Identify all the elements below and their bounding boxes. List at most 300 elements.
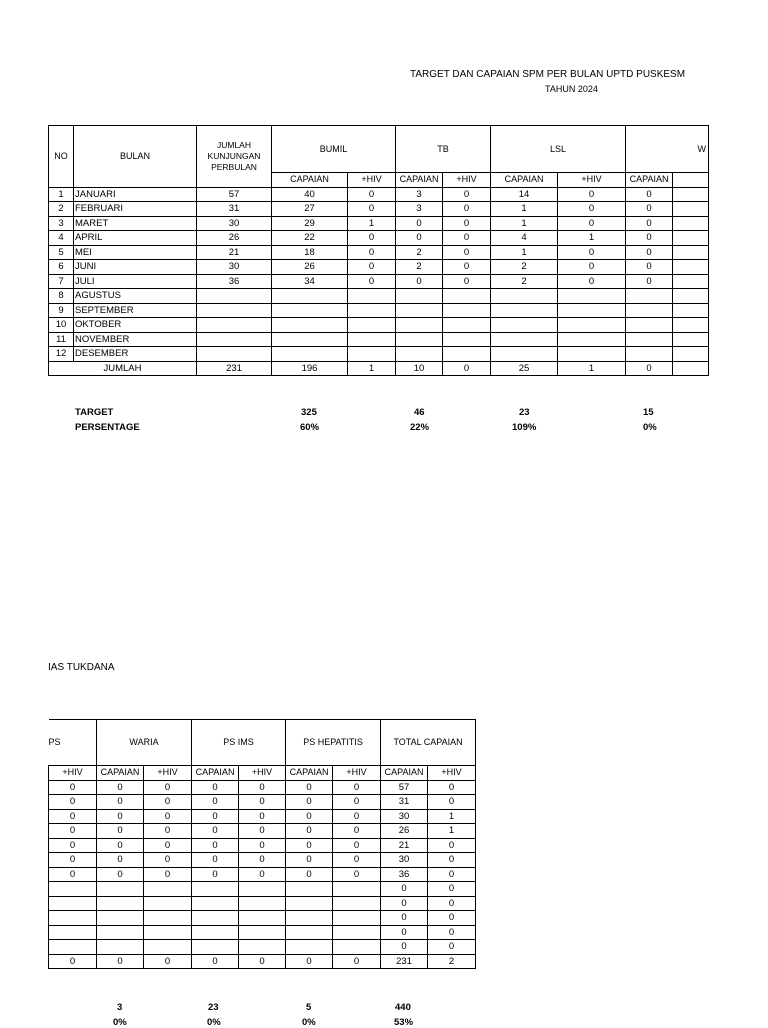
row-bumil-capaian: 34 xyxy=(272,274,348,289)
row-hepatitis-hiv: 0 xyxy=(333,824,381,839)
row-bulan: SEPTEMBER xyxy=(74,303,197,318)
col-header-ps-hepatitis: PS HEPATITIS xyxy=(286,720,381,766)
row-bumil-hiv xyxy=(348,318,396,333)
table-row xyxy=(49,303,709,318)
waria-persentage: 0% xyxy=(113,1017,127,1028)
row-total-hiv: 0 xyxy=(428,940,476,955)
row-lsl-hiv xyxy=(558,289,626,304)
total-tb-capaian: 10 xyxy=(396,361,443,376)
row-kunjungan: 31 xyxy=(197,202,272,217)
row-no: 5 xyxy=(49,245,74,260)
row-hepatitis-hiv: 0 xyxy=(333,795,381,810)
row-wps-hiv: 0 xyxy=(49,809,97,824)
row-lsl-hiv xyxy=(558,332,626,347)
row-no: 8 xyxy=(49,289,74,304)
col-header-tb: TB xyxy=(396,126,491,173)
row-hepatitis-hiv xyxy=(333,882,381,897)
total-hepatitis-hiv: 0 xyxy=(333,954,381,969)
row-lsl-hiv: 0 xyxy=(558,260,626,275)
row-ims-hiv xyxy=(239,940,286,955)
row-wps-capaian: 0 xyxy=(626,216,673,231)
row-tb-hiv xyxy=(443,289,491,304)
subheader-wps-hiv xyxy=(673,173,709,188)
subheader-wps-capaian: CAPAIAN xyxy=(626,173,673,188)
row-hepatitis-hiv xyxy=(333,896,381,911)
table-row xyxy=(49,853,476,868)
tb-persentage: 22% xyxy=(410,422,430,433)
total-hepatitis-capaian: 0 xyxy=(286,954,333,969)
row-wps-hiv: 0 xyxy=(49,824,97,839)
subheader-waria-hiv: +HIV xyxy=(144,766,192,781)
row-total-hiv: 0 xyxy=(428,780,476,795)
row-bumil-capaian xyxy=(272,318,348,333)
table-row xyxy=(49,795,476,810)
row-tb-hiv xyxy=(443,318,491,333)
row-bumil-capaian: 27 xyxy=(272,202,348,217)
row-ims-capaian: 0 xyxy=(192,780,239,795)
subheader-wps-hiv: +HIV xyxy=(49,766,97,781)
row-waria-hiv: 0 xyxy=(144,867,192,882)
row-ims-capaian: 0 xyxy=(192,824,239,839)
row-total-capaian: 0 xyxy=(381,896,428,911)
subheader-waria-capaian: CAPAIAN xyxy=(97,766,144,781)
row-bumil-capaian xyxy=(272,347,348,362)
row-wps-hiv xyxy=(673,202,709,217)
subheader-tb-capaian: CAPAIAN xyxy=(396,173,443,188)
row-total-hiv: 0 xyxy=(428,925,476,940)
row-bulan: MARET xyxy=(74,216,197,231)
row-waria-capaian: 0 xyxy=(97,795,144,810)
row-no: 10 xyxy=(49,318,74,333)
row-ims-capaian: 0 xyxy=(192,809,239,824)
table-row xyxy=(49,347,709,362)
row-lsl-capaian: 4 xyxy=(491,231,558,246)
row-bumil-capaian xyxy=(272,289,348,304)
row-no: 9 xyxy=(49,303,74,318)
row-waria-hiv: 0 xyxy=(144,824,192,839)
row-total-hiv: 0 xyxy=(428,911,476,926)
row-waria-hiv: 0 xyxy=(144,809,192,824)
row-kunjungan: 26 xyxy=(197,231,272,246)
row-ims-capaian xyxy=(192,911,239,926)
row-wps-hiv: 0 xyxy=(49,853,97,868)
subheader-lsl-capaian: CAPAIAN xyxy=(491,173,558,188)
col-header-lsl: LSL xyxy=(491,126,626,173)
row-kunjungan: 57 xyxy=(197,187,272,202)
row-wps-hiv xyxy=(673,274,709,289)
row-no: 3 xyxy=(49,216,74,231)
row-ims-hiv xyxy=(239,911,286,926)
row-wps-hiv xyxy=(673,289,709,304)
row-total-hiv: 0 xyxy=(428,795,476,810)
row-lsl-capaian xyxy=(491,289,558,304)
row-bumil-hiv: 1 xyxy=(348,216,396,231)
row-tb-capaian xyxy=(396,303,443,318)
row-waria-capaian: 0 xyxy=(97,853,144,868)
row-bulan: MEI xyxy=(74,245,197,260)
total-label: JUMLAH xyxy=(49,361,197,376)
total-tb-hiv: 0 xyxy=(443,361,491,376)
row-bulan: JANUARI xyxy=(74,187,197,202)
table-row xyxy=(49,216,709,231)
subheader-bumil-hiv: +HIV xyxy=(348,173,396,188)
row-hepatitis-hiv: 0 xyxy=(333,780,381,795)
row-bulan: FEBRUARI xyxy=(74,202,197,217)
row-ims-capaian: 0 xyxy=(192,853,239,868)
row-wps-capaian: 0 xyxy=(626,260,673,275)
total-wps-capaian: 0 xyxy=(626,361,673,376)
col-header-wps-partial: W xyxy=(626,126,709,173)
row-lsl-hiv: 0 xyxy=(558,245,626,260)
row-bumil-capaian xyxy=(272,332,348,347)
row-bumil-hiv: 0 xyxy=(348,245,396,260)
row-total-capaian: 0 xyxy=(381,911,428,926)
row-ims-hiv: 0 xyxy=(239,809,286,824)
row-ims-hiv xyxy=(239,882,286,897)
row-waria-capaian xyxy=(97,896,144,911)
hepatitis-target: 5 xyxy=(306,1002,312,1013)
subheader-hepatitis-capaian: CAPAIAN xyxy=(286,766,333,781)
row-lsl-hiv: 0 xyxy=(558,187,626,202)
row-tb-hiv xyxy=(443,347,491,362)
table-row xyxy=(49,838,476,853)
row-lsl-capaian: 1 xyxy=(491,245,558,260)
row-kunjungan: 36 xyxy=(197,274,272,289)
row-wps-hiv xyxy=(673,260,709,275)
row-bulan: JUNI xyxy=(74,260,197,275)
row-ims-capaian: 0 xyxy=(192,838,239,853)
total-kunjungan: 231 xyxy=(197,361,272,376)
report-title: TARGET DAN CAPAIAN SPM PER BULAN UPTD PUSKESM xyxy=(410,69,686,80)
row-wps-hiv xyxy=(673,216,709,231)
row-bumil-hiv xyxy=(348,332,396,347)
row-bulan: OKTOBER xyxy=(74,318,197,333)
row-wps-capaian xyxy=(626,318,673,333)
col-header-ps-partial: PS xyxy=(49,720,97,766)
row-total-capaian: 57 xyxy=(381,780,428,795)
row-no: 2 xyxy=(49,202,74,217)
report-year: TAHUN 2024 xyxy=(545,84,598,94)
row-bumil-hiv: 0 xyxy=(348,260,396,275)
row-total-hiv: 0 xyxy=(428,853,476,868)
row-hepatitis-capaian xyxy=(286,940,333,955)
table-row xyxy=(49,231,709,246)
table-row xyxy=(49,187,709,202)
row-no: 6 xyxy=(49,260,74,275)
row-hepatitis-hiv xyxy=(333,925,381,940)
row-waria-hiv: 0 xyxy=(144,795,192,810)
row-hepatitis-capaian xyxy=(286,882,333,897)
row-tb-capaian: 3 xyxy=(396,202,443,217)
total-target: 440 xyxy=(395,1002,411,1013)
total-total-capaian: 231 xyxy=(381,954,428,969)
table-2-total-row xyxy=(49,954,476,969)
row-wps-capaian: 0 xyxy=(626,274,673,289)
row-no: 11 xyxy=(49,332,74,347)
row-kunjungan xyxy=(197,289,272,304)
lsl-persentage: 109% xyxy=(512,422,537,433)
row-wps-capaian xyxy=(626,303,673,318)
row-kunjungan: 21 xyxy=(197,245,272,260)
row-waria-capaian xyxy=(97,882,144,897)
bumil-persentage: 60% xyxy=(300,422,320,433)
table-row xyxy=(49,896,476,911)
row-total-capaian: 21 xyxy=(381,838,428,853)
subheader-tb-hiv: +HIV xyxy=(443,173,491,188)
row-kunjungan xyxy=(197,332,272,347)
row-wps-hiv xyxy=(673,332,709,347)
row-lsl-hiv xyxy=(558,318,626,333)
row-lsl-capaian xyxy=(491,347,558,362)
row-ims-capaian: 0 xyxy=(192,795,239,810)
row-bulan: AGUSTUS xyxy=(74,289,197,304)
row-tb-hiv xyxy=(443,303,491,318)
row-tb-hiv: 0 xyxy=(443,245,491,260)
row-kunjungan: 30 xyxy=(197,260,272,275)
row-lsl-capaian xyxy=(491,303,558,318)
row-bumil-capaian xyxy=(272,303,348,318)
table-row xyxy=(49,274,709,289)
row-waria-capaian: 0 xyxy=(97,780,144,795)
total-persentage: 53% xyxy=(394,1017,414,1028)
row-tb-hiv: 0 xyxy=(443,231,491,246)
row-tb-capaian: 0 xyxy=(396,274,443,289)
row-hepatitis-hiv: 0 xyxy=(333,867,381,882)
row-waria-hiv xyxy=(144,940,192,955)
row-wps-hiv xyxy=(673,303,709,318)
row-waria-hiv xyxy=(144,925,192,940)
row-ims-hiv xyxy=(239,896,286,911)
subheader-hepatitis-hiv: +HIV xyxy=(333,766,381,781)
row-total-capaian: 0 xyxy=(381,940,428,955)
row-tb-capaian xyxy=(396,318,443,333)
row-total-hiv: 0 xyxy=(428,896,476,911)
row-waria-capaian xyxy=(97,911,144,926)
row-hepatitis-capaian: 0 xyxy=(286,838,333,853)
row-tb-hiv: 0 xyxy=(443,260,491,275)
table-row xyxy=(49,867,476,882)
row-hepatitis-capaian: 0 xyxy=(286,795,333,810)
row-tb-capaian: 0 xyxy=(396,231,443,246)
table-row xyxy=(49,911,476,926)
col-header-kunjungan: JUMLAH KUNJUNGAN PERBULAN xyxy=(197,126,272,188)
row-bulan: DESEMBER xyxy=(74,347,197,362)
table-row xyxy=(49,289,709,304)
row-wps-capaian: 0 xyxy=(626,187,673,202)
row-waria-hiv: 0 xyxy=(144,780,192,795)
table-1-container xyxy=(48,125,707,377)
col-header-bumil: BUMIL xyxy=(272,126,396,173)
row-hepatitis-hiv: 0 xyxy=(333,809,381,824)
row-total-capaian: 26 xyxy=(381,824,428,839)
row-ims-hiv: 0 xyxy=(239,795,286,810)
row-bumil-hiv: 0 xyxy=(348,231,396,246)
table-1-total-row xyxy=(49,361,709,376)
row-tb-capaian xyxy=(396,289,443,304)
hepatitis-persentage: 0% xyxy=(302,1017,316,1028)
total-lsl-hiv: 1 xyxy=(558,361,626,376)
row-wps-hiv xyxy=(49,925,97,940)
subheader-total-hiv: +HIV xyxy=(428,766,476,781)
row-no: 4 xyxy=(49,231,74,246)
col-header-bulan: BULAN xyxy=(74,126,197,188)
row-waria-hiv xyxy=(144,882,192,897)
total-wps-hiv xyxy=(673,361,709,376)
table-row xyxy=(49,925,476,940)
row-ims-hiv xyxy=(239,925,286,940)
row-total-capaian: 0 xyxy=(381,925,428,940)
row-wps-hiv: 0 xyxy=(49,795,97,810)
table-row xyxy=(49,318,709,333)
row-wps-hiv xyxy=(673,187,709,202)
table-row xyxy=(49,260,709,275)
row-lsl-capaian: 14 xyxy=(491,187,558,202)
table-row xyxy=(49,245,709,260)
row-hepatitis-hiv xyxy=(333,940,381,955)
row-tb-hiv: 0 xyxy=(443,274,491,289)
row-ims-capaian xyxy=(192,882,239,897)
subheader-ims-hiv: +HIV xyxy=(239,766,286,781)
row-wps-capaian xyxy=(626,347,673,362)
row-bulan: NOVEMBER xyxy=(74,332,197,347)
row-hepatitis-capaian: 0 xyxy=(286,809,333,824)
row-waria-capaian: 0 xyxy=(97,867,144,882)
row-hepatitis-capaian xyxy=(286,896,333,911)
row-kunjungan xyxy=(197,318,272,333)
row-bumil-capaian: 22 xyxy=(272,231,348,246)
row-kunjungan: 30 xyxy=(197,216,272,231)
row-hepatitis-capaian: 0 xyxy=(286,853,333,868)
row-total-capaian: 30 xyxy=(381,853,428,868)
row-bumil-capaian: 26 xyxy=(272,260,348,275)
row-wps-hiv xyxy=(673,318,709,333)
row-bulan: APRIL xyxy=(74,231,197,246)
row-waria-hiv: 0 xyxy=(144,853,192,868)
row-lsl-capaian: 1 xyxy=(491,216,558,231)
table-row xyxy=(49,809,476,824)
row-hepatitis-capaian xyxy=(286,925,333,940)
row-bumil-hiv: 0 xyxy=(348,274,396,289)
subheader-total-capaian: CAPAIAN xyxy=(381,766,428,781)
ims-persentage: 0% xyxy=(207,1017,221,1028)
row-kunjungan xyxy=(197,303,272,318)
table-row xyxy=(49,940,476,955)
row-lsl-hiv xyxy=(558,303,626,318)
row-tb-capaian: 2 xyxy=(396,260,443,275)
row-ims-hiv: 0 xyxy=(239,867,286,882)
row-ims-capaian xyxy=(192,940,239,955)
row-ims-hiv: 0 xyxy=(239,838,286,853)
row-wps-capaian: 0 xyxy=(626,245,673,260)
row-wps-hiv: 0 xyxy=(49,838,97,853)
bumil-target: 325 xyxy=(301,407,317,418)
lsl-target: 23 xyxy=(519,407,530,418)
table-row xyxy=(49,780,476,795)
row-total-hiv: 0 xyxy=(428,867,476,882)
table-row xyxy=(49,202,709,217)
row-wps-hiv: 0 xyxy=(49,780,97,795)
row-lsl-hiv: 0 xyxy=(558,216,626,231)
row-kunjungan xyxy=(197,347,272,362)
row-total-hiv: 0 xyxy=(428,882,476,897)
report-title-continuation: IAS TUKDANA xyxy=(48,662,115,673)
target-label: TARGET xyxy=(75,407,114,418)
table-row xyxy=(49,332,709,347)
row-hepatitis-capaian: 0 xyxy=(286,867,333,882)
total-total-hiv: 2 xyxy=(428,954,476,969)
row-tb-capaian xyxy=(396,332,443,347)
row-wps-capaian: 0 xyxy=(626,202,673,217)
row-no: 1 xyxy=(49,187,74,202)
row-wps-hiv xyxy=(673,347,709,362)
row-wps-hiv xyxy=(673,245,709,260)
row-wps-capaian xyxy=(626,332,673,347)
row-total-capaian: 0 xyxy=(381,882,428,897)
row-waria-capaian: 0 xyxy=(97,809,144,824)
ims-target: 23 xyxy=(208,1002,219,1013)
row-ims-hiv: 0 xyxy=(239,780,286,795)
row-wps-capaian xyxy=(626,289,673,304)
row-hepatitis-hiv xyxy=(333,911,381,926)
row-wps-hiv xyxy=(49,911,97,926)
row-ims-capaian: 0 xyxy=(192,867,239,882)
row-waria-capaian xyxy=(97,925,144,940)
row-waria-hiv xyxy=(144,896,192,911)
row-waria-capaian xyxy=(97,940,144,955)
row-bumil-capaian: 18 xyxy=(272,245,348,260)
row-lsl-capaian: 1 xyxy=(491,202,558,217)
total-waria-hiv: 0 xyxy=(144,954,192,969)
row-wps-capaian: 0 xyxy=(626,231,673,246)
row-hepatitis-capaian xyxy=(286,911,333,926)
subheader-bumil-capaian: CAPAIAN xyxy=(272,173,348,188)
row-tb-hiv: 0 xyxy=(443,202,491,217)
total-wps-hiv: 0 xyxy=(49,954,97,969)
row-no: 7 xyxy=(49,274,74,289)
row-bumil-hiv xyxy=(348,303,396,318)
table-2-container xyxy=(48,719,476,971)
row-lsl-capaian xyxy=(491,332,558,347)
row-hepatitis-capaian: 0 xyxy=(286,780,333,795)
row-waria-hiv xyxy=(144,911,192,926)
table-row xyxy=(49,882,476,897)
row-bumil-hiv xyxy=(348,347,396,362)
row-bumil-capaian: 29 xyxy=(272,216,348,231)
row-ims-hiv: 0 xyxy=(239,853,286,868)
row-hepatitis-hiv: 0 xyxy=(333,838,381,853)
spm-table-2 xyxy=(48,719,476,969)
row-bumil-hiv: 0 xyxy=(348,202,396,217)
waria-target: 3 xyxy=(117,1002,123,1013)
row-waria-hiv: 0 xyxy=(144,838,192,853)
row-lsl-hiv: 0 xyxy=(558,202,626,217)
row-lsl-capaian xyxy=(491,318,558,333)
wps-target: 15 xyxy=(643,407,654,418)
row-waria-capaian: 0 xyxy=(97,824,144,839)
col-header-no: NO xyxy=(49,126,74,188)
row-lsl-capaian: 2 xyxy=(491,274,558,289)
row-tb-hiv xyxy=(443,332,491,347)
col-header-waria: WARIA xyxy=(97,720,192,766)
total-bumil-capaian: 196 xyxy=(272,361,348,376)
total-ims-capaian: 0 xyxy=(192,954,239,969)
row-total-hiv: 1 xyxy=(428,809,476,824)
row-lsl-hiv xyxy=(558,347,626,362)
total-bumil-hiv: 1 xyxy=(348,361,396,376)
row-lsl-capaian: 2 xyxy=(491,260,558,275)
subheader-lsl-hiv: +HIV xyxy=(558,173,626,188)
col-header-total-capaian: TOTAL CAPAIAN xyxy=(381,720,476,766)
